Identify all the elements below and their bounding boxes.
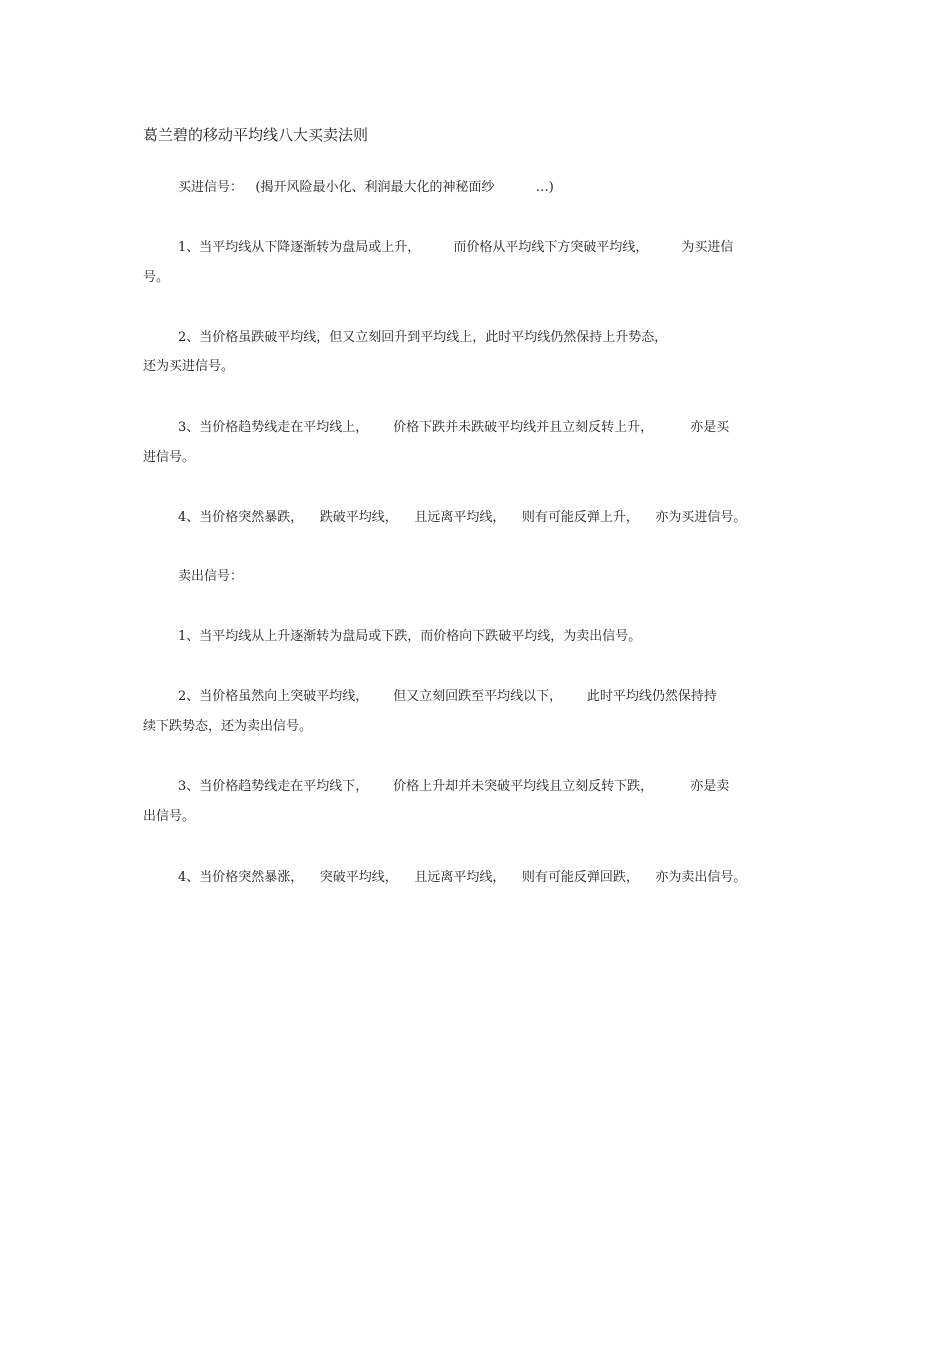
buy-rule-1-line-1: 1、当平均线从下降逐渐转为盘局或上升， 而价格从平均线下方突破平均线， 为买进信 — [178, 240, 734, 255]
buy-rule-2-line-1: 2、当价格虽跌破平均线，但又立刻回升到平均线上，此时平均线仍然保持上升势态， — [178, 330, 668, 345]
sell-rule-1-line-1: 1、当平均线从上升逐渐转为盘局或下跌，而价格向下跌破平均线，为卖出信号。 — [178, 629, 642, 644]
sell-rule-4-line-1: 4、当价格突然暴涨， 突破平均线， 且远离平均线， 则有可能反弹回跌， 亦为卖出信号。 — [178, 870, 747, 885]
buy-rule-3-line-2: 进信号。 — [143, 450, 196, 465]
buy-rule-4-line-1: 4、当价格突然暴跌， 跌破平均线， 且远离平均线， 则有可能反弹上升， 亦为买进信号。 — [178, 510, 747, 525]
buy-signals-heading: 买进信号： (揭开风险最小化、利润最大化的神秘面纱 …) — [178, 180, 554, 195]
sell-rule-2-line-1: 2、当价格虽然向上突破平均线， 但又立刻回跌至平均线以下， 此时平均线仍然保持持 — [178, 689, 717, 704]
sell-rule-3-line-1: 3、当价格趋势线走在平均线下， 价格上升却并未突破平均线且立刻反转下跌， 亦是卖 — [178, 779, 730, 794]
buy-rule-1-line-2: 号。 — [143, 270, 170, 285]
sell-rule-2-line-2: 续下跌势态，还为卖出信号。 — [143, 719, 313, 734]
sell-rule-3-line-2: 出信号。 — [143, 809, 196, 824]
sell-signals-heading: 卖出信号： — [178, 569, 244, 584]
buy-rule-2-line-2: 还为买进信号。 — [143, 359, 235, 374]
document-title: 葛兰碧的移动平均线八大买卖法则 — [143, 126, 369, 144]
buy-rule-3-line-1: 3、当价格趋势线走在平均线上， 价格下跌并未跌破平均线并且立刻反转上升， 亦是买 — [178, 420, 730, 435]
